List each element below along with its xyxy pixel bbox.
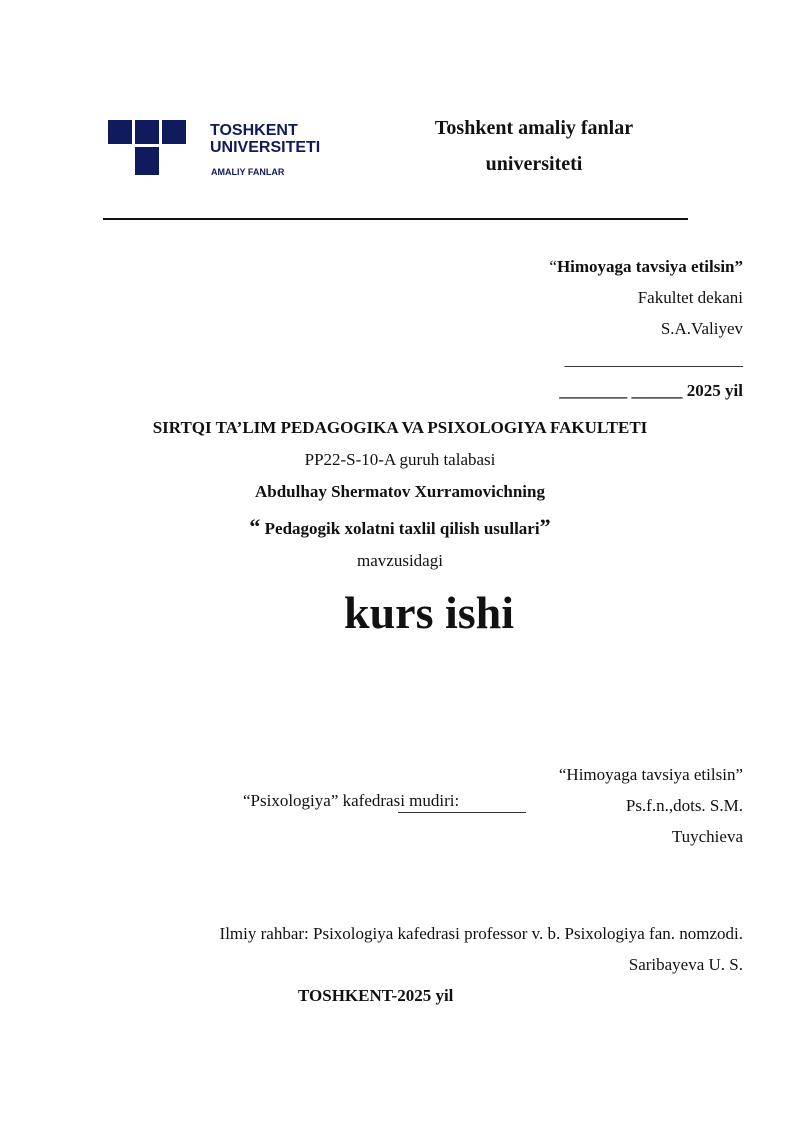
student-group: PP22-S-10-A guruh talabasi <box>304 450 496 469</box>
approval-title <box>549 251 743 282</box>
university-name-line1: Toshkent amaliy fanlar <box>434 117 634 139</box>
approval-bottom-title: “Himoyaga tavsiya etilsin” <box>558 765 743 784</box>
document-type-title: kurs ishi <box>343 587 515 638</box>
logo-line2: UNIVERSITETI <box>210 139 321 156</box>
university-name <box>384 110 684 182</box>
topic-title <box>0 514 800 540</box>
logo-line3: AMALIY FANLAR <box>211 167 285 177</box>
signature-line: _____________________ <box>564 350 743 369</box>
logo-line1: TOSHKENT <box>210 122 298 139</box>
topic-text: Pedagogik xolatni taxlil qilish usullari <box>260 519 540 538</box>
logo-mark-icon <box>108 120 348 180</box>
kafedra-signature-line <box>398 812 526 813</box>
university-logo <box>108 120 348 180</box>
approval-block-top <box>549 251 743 406</box>
dean-name: S.A.Valiyev <box>660 319 743 338</box>
university-name-line2: universiteti <box>485 153 583 175</box>
head-name-line1: Ps.f.n.,dots. S.M. <box>625 796 743 815</box>
faculty-name: SIRTQI TA’LIM PEDAGOGIKA VA PSIXOLOGIYA FAKULTETI <box>152 418 648 437</box>
student-name: Abdulhay Shermatov Xurramovichning <box>255 482 545 501</box>
dean-role: Fakultet dekani <box>637 288 743 307</box>
approval-block-bottom <box>559 759 743 852</box>
approval-title-text: Himoyaga tavsiya etilsin” <box>556 257 743 276</box>
city-year-footer: TOSHKENT-2025 yil <box>298 986 454 1005</box>
date-line: ________ ______ 2025 yil <box>559 381 743 400</box>
approval-quote-open: “ <box>549 257 557 276</box>
topic-quote-open: “ <box>249 514 261 539</box>
topic-quote-close: ” <box>539 514 551 539</box>
topic-suffix: mavzusidagi <box>357 551 443 570</box>
header-divider <box>103 218 688 220</box>
head-name-line2: Tuychieva <box>671 827 743 846</box>
supervisor-title: Ilmiy rahbar: Psixologiya kafedrasi professor v. b. Psixologiya fan. nomzodi. <box>219 924 743 943</box>
supervisor-block <box>220 918 743 980</box>
supervisor-name: Saribayeva U. S. <box>628 955 743 974</box>
kafedra-head-label: “Psixologiya” kafedrasi mudiri: <box>243 791 460 810</box>
